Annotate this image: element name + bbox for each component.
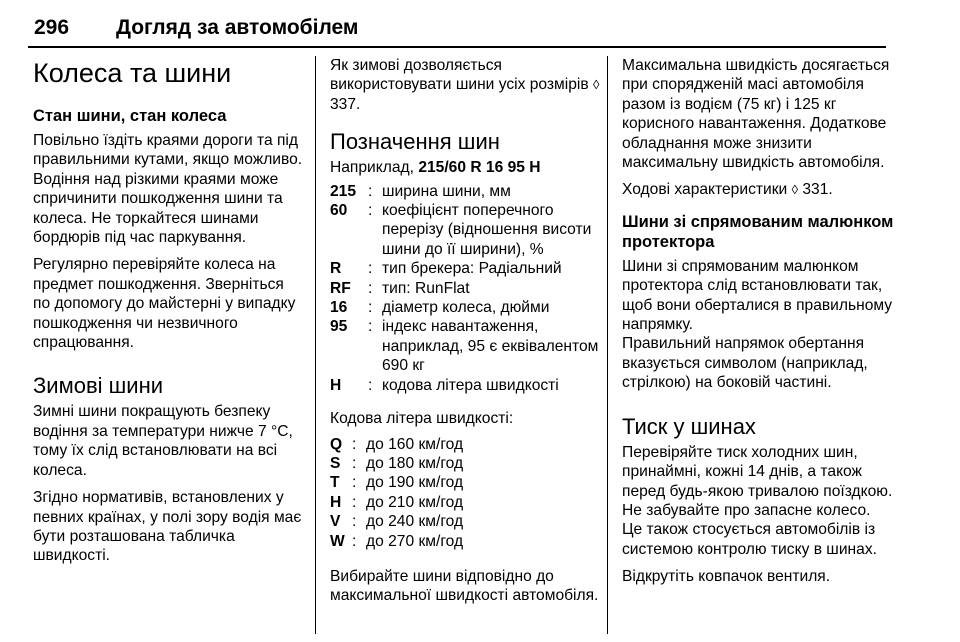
paragraph: Вибирайте шини відповідно до максимальної швидкості автомобіля. xyxy=(330,567,599,605)
definition-separator: : xyxy=(368,182,373,200)
column-right xyxy=(622,56,894,595)
paragraph: Зимні шини покращують безпеку водіння за температури нижче 7 °C, тому їх слід встановлювати на всі колеса. xyxy=(33,403,293,479)
definition-value: коефіцієнт поперечного перерізу (відношення висоти шини до її ширини), % xyxy=(382,202,592,258)
definition-key: H xyxy=(330,376,342,394)
definition-value: до 270 км/год xyxy=(366,532,464,550)
definition-separator: : xyxy=(368,202,373,220)
column-middle xyxy=(330,56,602,614)
definition-row xyxy=(330,317,602,375)
paragraph: Шини зі спрямованим малюнком протектора слід встановлювати так, щоб вони оберталися в правильному напрямку. xyxy=(622,257,893,334)
definition-key: V xyxy=(330,513,341,531)
definition-separator: : xyxy=(368,376,373,394)
section-heading-tire-condition: Стан шини, стан колеса xyxy=(33,107,227,125)
column-divider xyxy=(315,56,316,634)
paragraph: Кодова літера швидкості: xyxy=(330,410,514,428)
definition-row xyxy=(330,376,602,395)
definition-value: до 160 км/год xyxy=(366,435,464,453)
paragraph: Повільно їздіть краями дороги та під правильними кутами, якщо можливо. Водіння над різкими краями може спричинити пошкодження шини та колеса. Не торкайтеся шинами бордюрів під час паркування. xyxy=(33,132,303,247)
definition-separator: : xyxy=(352,513,357,531)
definition-key: Q xyxy=(330,435,343,453)
definition-value: до 190 км/год xyxy=(366,474,464,492)
paragraph: Регулярно перевіряйте колеса на предмет пошкодження. Зверніться по допомогу до майстерні у випадку пошкодження чи незвичного спрацювання. xyxy=(33,256,296,352)
definition-row xyxy=(330,512,602,531)
definition-value: тип: RunFlat xyxy=(382,279,470,297)
definition-row xyxy=(330,259,602,278)
definition-key: T xyxy=(330,474,340,492)
section-heading-tire-pressure: Тиск у шинах xyxy=(622,413,756,439)
definition-value: до 210 км/год xyxy=(366,493,464,511)
paragraph: Правильний напрямок обертання вказується символом (наприклад, стрілкою) на боковій частині. xyxy=(622,335,868,392)
definition-value: діаметр колеса, дюйми xyxy=(382,299,550,317)
header-rule xyxy=(28,46,886,48)
definition-key: 16 xyxy=(330,299,348,317)
definition-separator: : xyxy=(352,454,357,472)
section-heading-directional-tires: Шини зі спрямованим малюнком протектора xyxy=(622,212,894,251)
example-value: 215/60 R 16 95 H xyxy=(418,159,541,177)
definition-value: індекс навантаження, наприклад, 95 є еквівалентом 690 кг xyxy=(382,318,599,375)
definition-row xyxy=(330,201,602,259)
definition-row xyxy=(330,435,602,454)
running-title: Догляд за автомобілем xyxy=(116,16,359,39)
example-line: Наприклад, 215/60 R 16 95 H xyxy=(330,159,541,177)
paragraph: Максимальна швидкість досягається при спорядженій масі автомобіля разом із водієм (75 кг) і 125 кг корисного навантаження. Додаткове обладнання може знизити максимальну швидкість автомобіля. xyxy=(622,57,890,172)
definition-row xyxy=(330,298,602,317)
paragraph: Як зимові дозволяється використовувати шини усіх розмірів ◊ 337. xyxy=(330,57,600,113)
definition-row xyxy=(330,279,602,298)
definition-separator: : xyxy=(352,493,357,511)
definition-row xyxy=(330,493,602,512)
definition-key: H xyxy=(330,493,342,511)
definition-separator: : xyxy=(368,318,373,336)
definition-value: ширина шини, мм xyxy=(382,182,511,200)
definition-key: RF xyxy=(330,279,351,297)
definition-separator: : xyxy=(352,474,357,492)
definition-row xyxy=(330,532,602,551)
definition-value: кодова літера швидкості xyxy=(382,376,559,394)
definition-separator: : xyxy=(352,532,357,550)
definition-key: 215 xyxy=(330,182,357,200)
page-reference-icon: ◊ xyxy=(791,182,799,198)
paragraph: Відкрутіть ковпачок вентиля. xyxy=(622,568,831,586)
page-reference-icon: ◊ xyxy=(593,77,600,93)
definition-value: до 180 км/год xyxy=(366,454,464,472)
page-header xyxy=(28,6,888,46)
column-left xyxy=(33,56,305,574)
paragraph: Ходові характеристики ◊ 331. xyxy=(622,181,833,199)
definition-separator: : xyxy=(368,279,373,297)
definition-row xyxy=(330,182,602,201)
definition-key: S xyxy=(330,454,341,472)
definition-value: тип брекера: Радіальний xyxy=(382,260,562,278)
definition-key: 95 xyxy=(330,318,348,336)
definition-key: R xyxy=(330,260,342,278)
definition-key: 60 xyxy=(330,202,348,220)
definition-separator: : xyxy=(368,260,373,278)
section-heading-winter-tires: Зимові шини xyxy=(33,373,164,399)
column-divider xyxy=(607,56,608,634)
tire-marking-definitions xyxy=(330,182,602,395)
definition-row xyxy=(330,454,602,473)
definition-key: W xyxy=(330,532,345,550)
definition-row xyxy=(330,473,602,492)
paragraph: Згідно нормативів, встановлених у певних країнах, у полі зору водія має бути розташована табличка швидкості. xyxy=(33,489,302,565)
definition-separator: : xyxy=(368,299,373,317)
definition-value: до 240 км/год xyxy=(366,513,464,531)
section-heading-tire-markings: Позначення шин xyxy=(330,129,500,155)
definition-separator: : xyxy=(352,435,357,453)
paragraph: Перевіряйте тиск холодних шин, принаймні, кожні 14 днів, а також перед будь-якою тривалою поїздкою. Не забувайте про запасне колесо. Це також стосується автомобілів із системою контролю тиску в шинах. xyxy=(622,443,893,558)
page-number: 296 xyxy=(34,16,70,39)
page-reference-link[interactable]: 337. xyxy=(330,95,361,113)
speed-code-list xyxy=(330,435,602,551)
page-title: Колеса та шини xyxy=(33,58,232,88)
page-reference-link[interactable]: 331. xyxy=(802,181,833,199)
